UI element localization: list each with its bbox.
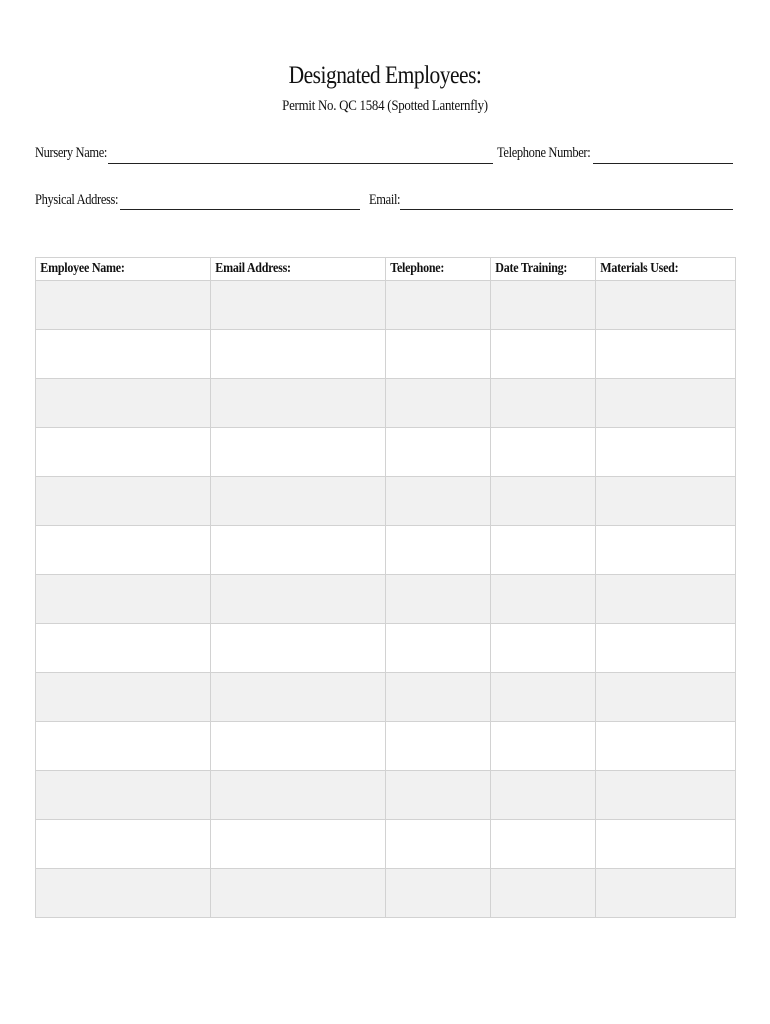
employee-name-cell[interactable] bbox=[36, 820, 211, 869]
email-field[interactable] bbox=[400, 209, 733, 210]
telephone-cell[interactable] bbox=[386, 771, 491, 820]
email-address-cell[interactable] bbox=[211, 281, 386, 330]
materials-used-cell[interactable] bbox=[596, 722, 736, 771]
nursery-name-field[interactable] bbox=[108, 163, 493, 164]
date-training-cell[interactable] bbox=[491, 428, 596, 477]
materials-used-cell[interactable] bbox=[596, 673, 736, 722]
email-address-cell[interactable] bbox=[211, 428, 386, 477]
email-label: Email: bbox=[369, 192, 401, 208]
nursery-name-label: Nursery Name: bbox=[35, 145, 108, 161]
telephone-cell[interactable] bbox=[386, 526, 491, 575]
table-row bbox=[36, 477, 736, 526]
date-training-cell[interactable] bbox=[491, 869, 596, 918]
date-training-cell[interactable] bbox=[491, 477, 596, 526]
telephone-cell[interactable] bbox=[386, 722, 491, 771]
table-row bbox=[36, 624, 736, 673]
date-training-cell[interactable] bbox=[491, 379, 596, 428]
permit-subtitle: Permit No. QC 1584 (Spotted Lanternfly) bbox=[282, 98, 488, 114]
telephone-cell[interactable] bbox=[386, 575, 491, 624]
employee-table bbox=[35, 257, 736, 918]
table-row bbox=[36, 330, 736, 379]
table-header-row bbox=[36, 258, 736, 281]
column-header-materials-used: Materials Used: bbox=[596, 258, 736, 281]
email-address-cell[interactable] bbox=[211, 575, 386, 624]
date-training-cell[interactable] bbox=[491, 330, 596, 379]
email-address-cell[interactable] bbox=[211, 771, 386, 820]
materials-used-cell[interactable] bbox=[596, 869, 736, 918]
date-training-cell[interactable] bbox=[491, 722, 596, 771]
email-address-cell[interactable] bbox=[211, 477, 386, 526]
email-address-cell[interactable] bbox=[211, 379, 386, 428]
materials-used-cell[interactable] bbox=[596, 526, 736, 575]
employee-name-cell[interactable] bbox=[36, 379, 211, 428]
date-training-cell[interactable] bbox=[491, 281, 596, 330]
date-training-cell[interactable] bbox=[491, 624, 596, 673]
date-training-cell[interactable] bbox=[491, 771, 596, 820]
telephone-cell[interactable] bbox=[386, 281, 491, 330]
email-address-cell[interactable] bbox=[211, 722, 386, 771]
employee-name-cell[interactable] bbox=[36, 673, 211, 722]
employee-name-cell[interactable] bbox=[36, 771, 211, 820]
materials-used-cell[interactable] bbox=[596, 281, 736, 330]
date-training-cell[interactable] bbox=[491, 673, 596, 722]
telephone-number-label: Telephone Number: bbox=[497, 145, 591, 161]
employee-name-cell[interactable] bbox=[36, 477, 211, 526]
telephone-cell[interactable] bbox=[386, 428, 491, 477]
table-row bbox=[36, 722, 736, 771]
date-training-cell[interactable] bbox=[491, 820, 596, 869]
table-row bbox=[36, 575, 736, 624]
employee-name-cell[interactable] bbox=[36, 869, 211, 918]
materials-used-cell[interactable] bbox=[596, 330, 736, 379]
table-row bbox=[36, 673, 736, 722]
email-address-cell[interactable] bbox=[211, 330, 386, 379]
materials-used-cell[interactable] bbox=[596, 428, 736, 477]
column-header-telephone: Telephone: bbox=[386, 258, 491, 281]
physical-address-field[interactable] bbox=[120, 209, 360, 210]
telephone-cell[interactable] bbox=[386, 477, 491, 526]
telephone-cell[interactable] bbox=[386, 673, 491, 722]
document-title: Designated Employees: bbox=[288, 62, 482, 89]
email-address-cell[interactable] bbox=[211, 624, 386, 673]
telephone-cell[interactable] bbox=[386, 379, 491, 428]
employee-name-cell[interactable] bbox=[36, 624, 211, 673]
date-training-cell[interactable] bbox=[491, 526, 596, 575]
employee-name-cell[interactable] bbox=[36, 526, 211, 575]
materials-used-cell[interactable] bbox=[596, 820, 736, 869]
email-address-cell[interactable] bbox=[211, 820, 386, 869]
column-header-employee-name: Employee Name: bbox=[36, 258, 211, 281]
email-address-cell[interactable] bbox=[211, 869, 386, 918]
telephone-cell[interactable] bbox=[386, 330, 491, 379]
materials-used-cell[interactable] bbox=[596, 379, 736, 428]
telephone-cell[interactable] bbox=[386, 820, 491, 869]
table-row bbox=[36, 379, 736, 428]
employee-name-cell[interactable] bbox=[36, 575, 211, 624]
materials-used-cell[interactable] bbox=[596, 575, 736, 624]
employee-name-cell[interactable] bbox=[36, 330, 211, 379]
employee-name-cell[interactable] bbox=[36, 281, 211, 330]
telephone-number-field[interactable] bbox=[593, 163, 733, 164]
table-row bbox=[36, 771, 736, 820]
materials-used-cell[interactable] bbox=[596, 477, 736, 526]
physical-address-label: Physical Address: bbox=[35, 192, 119, 208]
table-row bbox=[36, 428, 736, 477]
telephone-cell[interactable] bbox=[386, 869, 491, 918]
column-header-email-address: Email Address: bbox=[211, 258, 386, 281]
table-row bbox=[36, 281, 736, 330]
materials-used-cell[interactable] bbox=[596, 624, 736, 673]
email-address-cell[interactable] bbox=[211, 526, 386, 575]
employee-name-cell[interactable] bbox=[36, 722, 211, 771]
telephone-cell[interactable] bbox=[386, 624, 491, 673]
table-row bbox=[36, 820, 736, 869]
table-row bbox=[36, 526, 736, 575]
employee-name-cell[interactable] bbox=[36, 428, 211, 477]
date-training-cell[interactable] bbox=[491, 575, 596, 624]
materials-used-cell[interactable] bbox=[596, 771, 736, 820]
email-address-cell[interactable] bbox=[211, 673, 386, 722]
column-header-date-training: Date Training: bbox=[491, 258, 596, 281]
table-row bbox=[36, 869, 736, 918]
